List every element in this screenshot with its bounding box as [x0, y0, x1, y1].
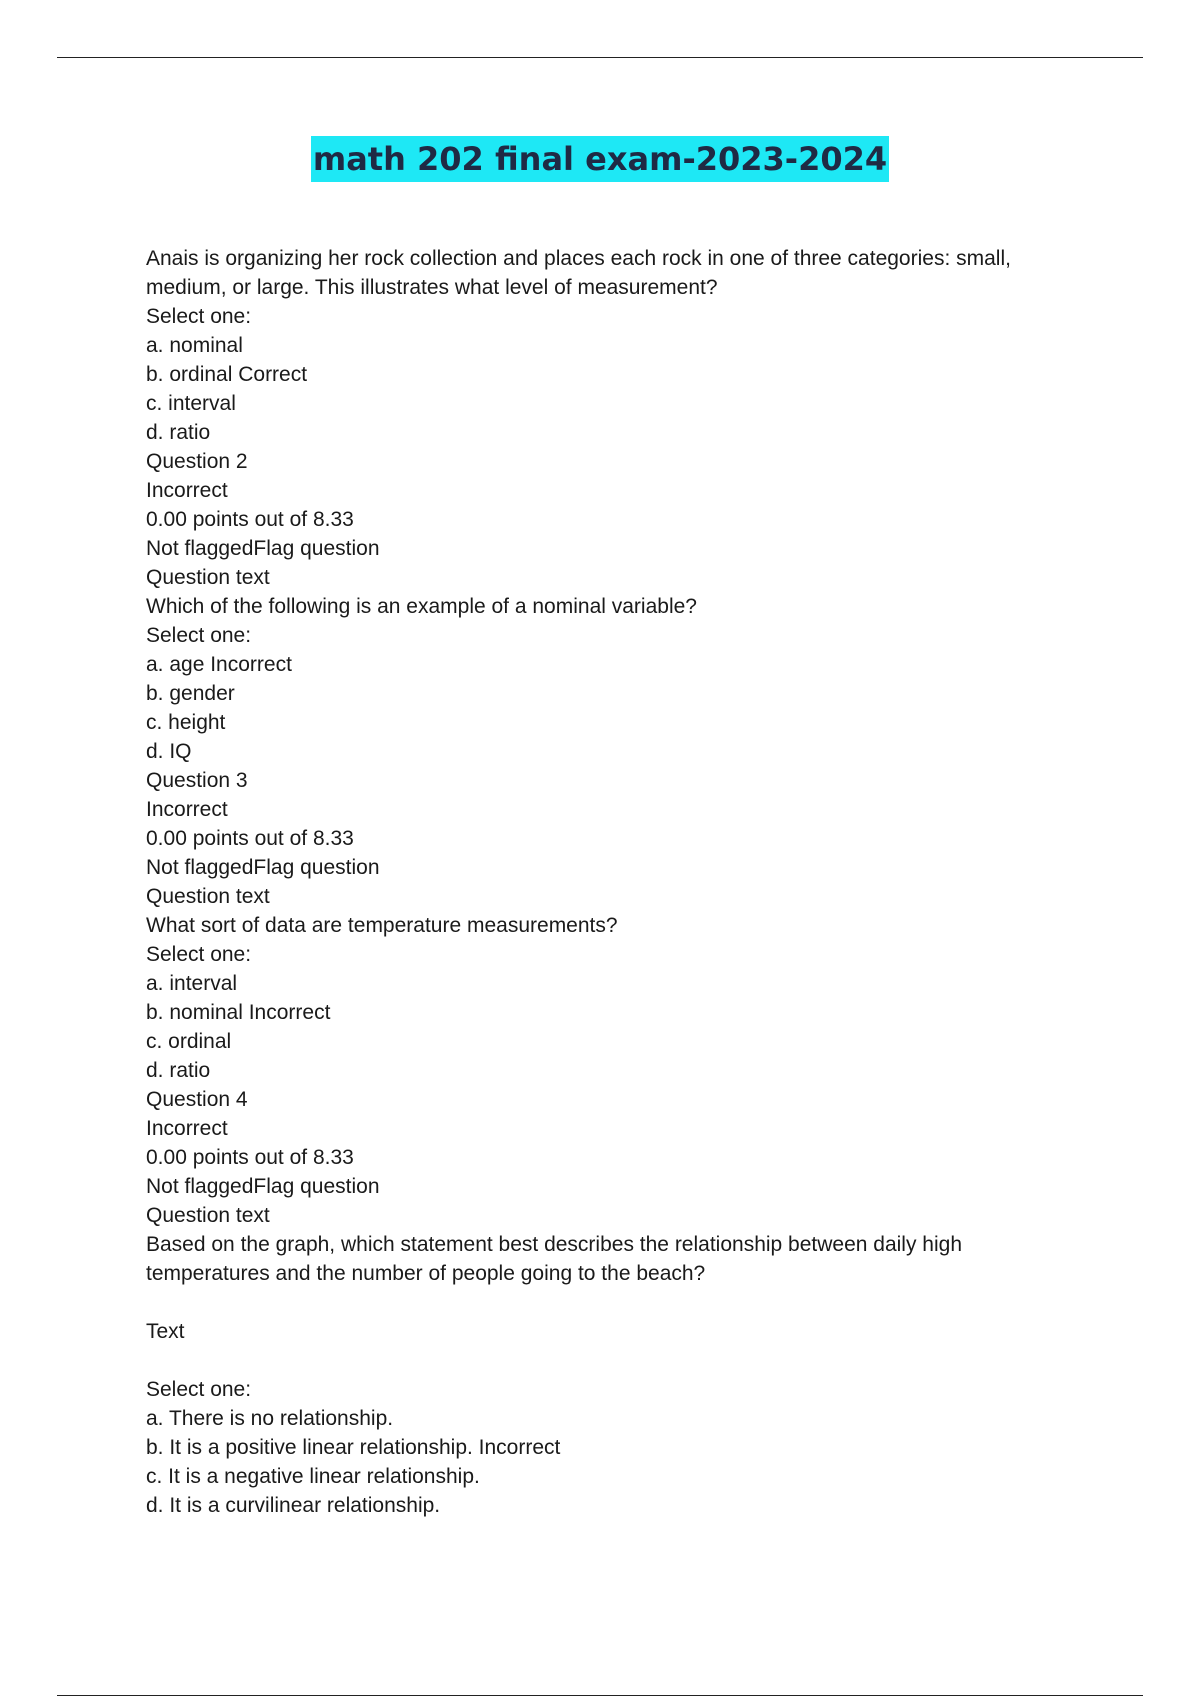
question-4-text: Based on the graph, which statement best describes the relationship between daily high temperatures and the number of people going to the beach?	[146, 1233, 963, 1285]
question-2-select-label: Select one:	[146, 624, 252, 647]
question-2-flag: Not flaggedFlag question	[146, 537, 380, 560]
question-4-flag: Not flaggedFlag question	[146, 1175, 380, 1198]
spacer	[146, 1288, 1086, 1317]
question-4-heading: Question 4	[146, 1088, 248, 1111]
question-1-option-b: b. ordinal Correct	[146, 363, 308, 386]
question-4-option-c: c. It is a negative linear relationship.	[146, 1465, 480, 1488]
question-1-select-label: Select one:	[146, 305, 252, 328]
question-3-heading: Question 3	[146, 769, 248, 792]
question-2-option-a: a. age Incorrect	[146, 653, 292, 676]
question-3-flag: Not flaggedFlag question	[146, 856, 380, 879]
question-2-label: Question text	[146, 566, 270, 589]
question-1-option-d: d. ratio	[146, 421, 211, 444]
question-3-points: 0.00 points out of 8.33	[146, 827, 354, 850]
bottom-divider	[57, 1695, 1143, 1696]
question-3-status: Incorrect	[146, 798, 228, 821]
question-3-option-c: c. ordinal	[146, 1030, 232, 1053]
question-2-text: Which of the following is an example of a nominal variable?	[146, 595, 697, 618]
top-divider	[57, 57, 1143, 58]
document-title: math 202 final exam-2023-2024	[311, 136, 889, 182]
question-4-label: Question text	[146, 1204, 270, 1227]
question-3-text: What sort of data are temperature measurements?	[146, 914, 618, 937]
question-4-option-b: b. It is a positive linear relationship. Incorrect	[146, 1436, 561, 1459]
question-2-option-c: c. height	[146, 711, 226, 734]
exam-content	[146, 244, 1086, 1520]
question-2-option-d: d. IQ	[146, 740, 192, 763]
question-1-text: Anais is organizing her rock collection and places each rock in one of three categories: small, medium, or large. This illustrates what level of measurement?	[146, 247, 1011, 299]
question-4-image-placeholder: Text	[146, 1320, 185, 1343]
question-2-heading: Question 2	[146, 450, 248, 473]
question-2-option-b: b. gender	[146, 682, 235, 705]
question-4-status: Incorrect	[146, 1117, 228, 1140]
question-3-select-label: Select one:	[146, 943, 252, 966]
question-1-option-c: c. interval	[146, 392, 236, 415]
question-4-points: 0.00 points out of 8.33	[146, 1146, 354, 1169]
question-4-option-a: a. There is no relationship.	[146, 1407, 394, 1430]
spacer	[146, 1346, 1086, 1375]
question-4-option-d: d. It is a curvilinear relationship.	[146, 1494, 441, 1517]
title-container	[0, 136, 1200, 182]
question-1-option-a: a. nominal	[146, 334, 243, 357]
question-2-points: 0.00 points out of 8.33	[146, 508, 354, 531]
question-3-label: Question text	[146, 885, 270, 908]
question-2-status: Incorrect	[146, 479, 228, 502]
question-3-option-b: b. nominal Incorrect	[146, 1001, 331, 1024]
question-3-option-d: d. ratio	[146, 1059, 211, 1082]
question-4-select-label: Select one:	[146, 1378, 252, 1401]
question-3-option-a: a. interval	[146, 972, 238, 995]
